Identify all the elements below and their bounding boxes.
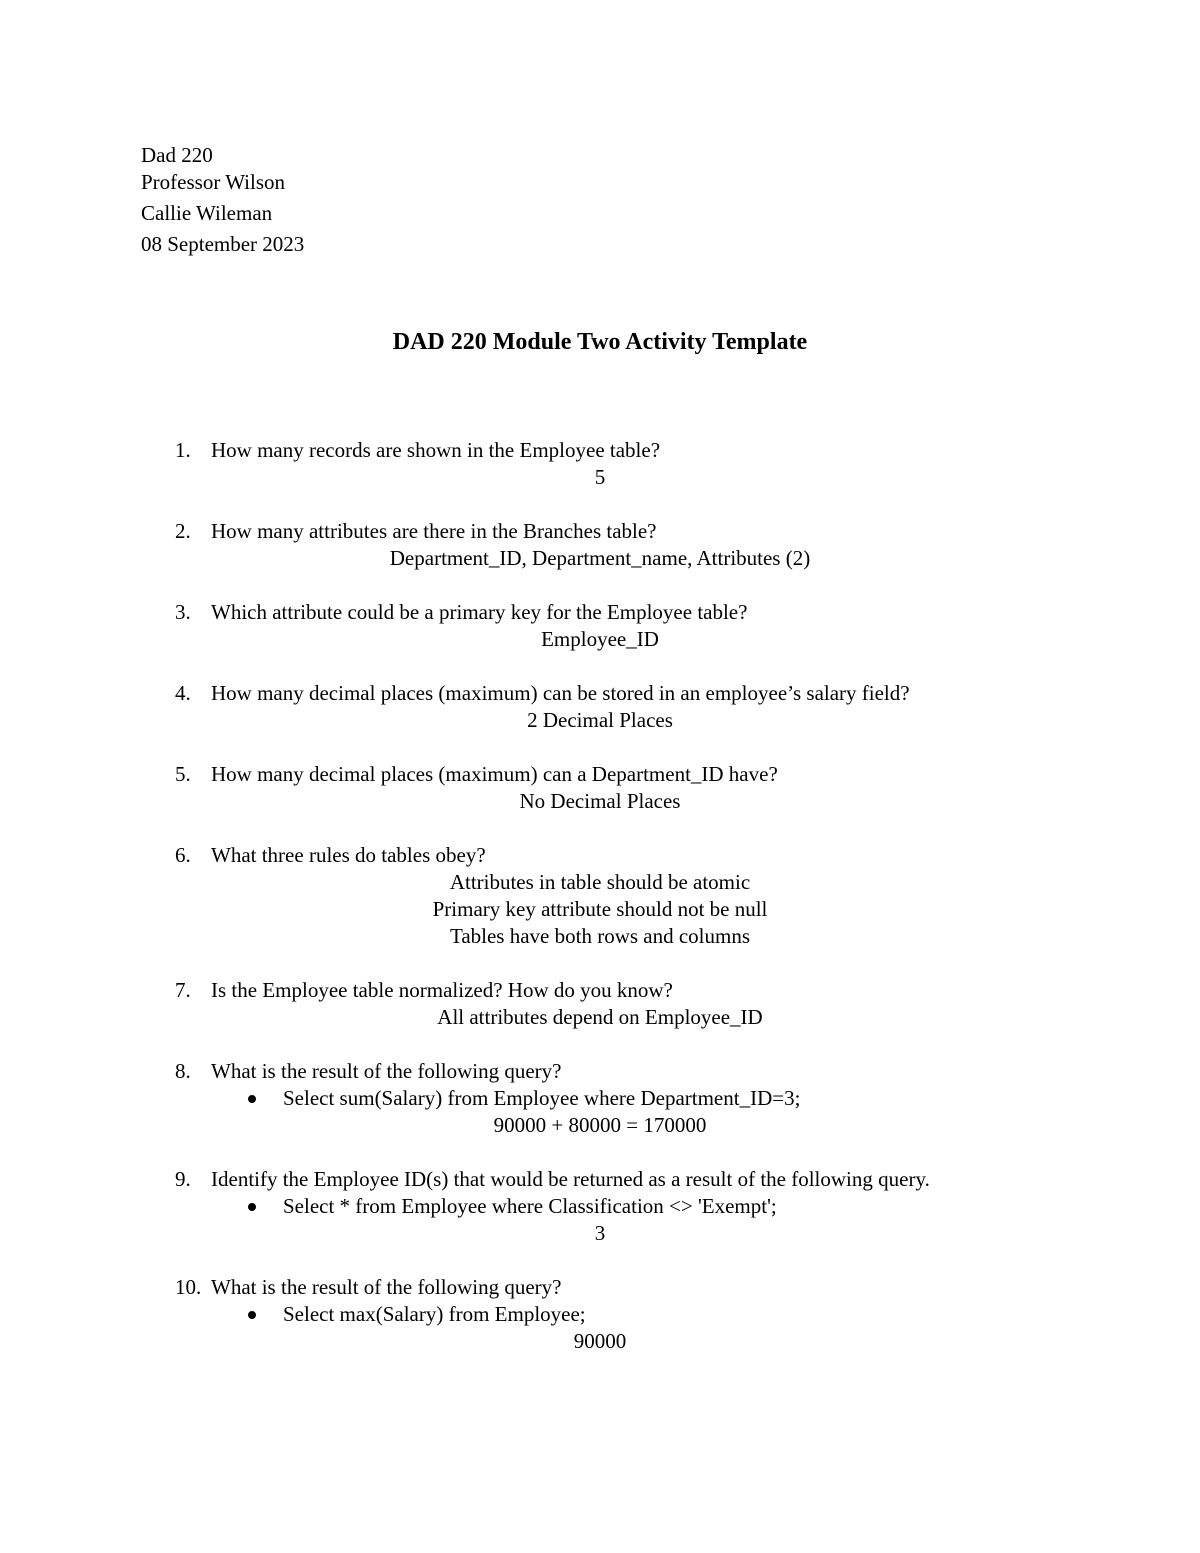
question-line <box>0 761 1200 788</box>
question-number: 7. <box>175 978 191 1002</box>
question-item <box>0 761 1200 815</box>
answer-text: No Decimal Places <box>519 789 681 813</box>
answer-text: Primary key attribute should not be null <box>432 897 768 921</box>
query-text: Select * from Employee where Classification <> 'Exempt'; <box>283 1194 777 1218</box>
question-text: Identify the Employee ID(s) that would be returned as a result of the following query. <box>211 1167 930 1191</box>
question-text: How many decimal places (maximum) can be stored in an employee’s salary field? <box>211 681 910 705</box>
professor-name: Professor Wilson <box>141 170 286 194</box>
question-text: Which attribute could be a primary key for the Employee table? <box>211 600 748 624</box>
question-line <box>0 1274 1200 1301</box>
bullet-icon <box>248 1203 256 1211</box>
question-text: How many records are shown in the Employee table? <box>211 438 661 462</box>
question-item <box>0 842 1200 950</box>
query-bullet <box>0 1301 1200 1328</box>
answer-text: Department_ID, Department_name, Attributes (2) <box>389 546 811 570</box>
question-number: 1. <box>175 438 191 462</box>
document-title: DAD 220 Module Two Activity Template <box>392 329 808 355</box>
bullet-icon <box>248 1095 256 1103</box>
question-line <box>0 680 1200 707</box>
question-line <box>0 842 1200 869</box>
question-number: 6. <box>175 843 191 867</box>
document-date: 08 September 2023 <box>141 232 305 256</box>
answer-text: Tables have both rows and columns <box>449 924 751 948</box>
question-text: How many decimal places (maximum) can a Department_ID have? <box>211 762 778 786</box>
answer-text: 2 Decimal Places <box>527 708 673 732</box>
question-line <box>0 1058 1200 1085</box>
question-number: 5. <box>175 762 191 786</box>
answer-text: 90000 <box>573 1329 627 1353</box>
question-text: How many attributes are there in the Branches table? <box>211 519 657 543</box>
question-text: What three rules do tables obey? <box>211 843 486 867</box>
question-item <box>0 599 1200 653</box>
question-number: 4. <box>175 681 191 705</box>
answer-text: Attributes in table should be atomic <box>449 870 751 894</box>
answer-text: 5 <box>594 465 606 489</box>
question-list <box>0 437 1200 1382</box>
question-line <box>0 437 1200 464</box>
question-item <box>0 680 1200 734</box>
question-item <box>0 1274 1200 1355</box>
answer-text: All attributes depend on Employee_ID <box>437 1005 763 1029</box>
question-item <box>0 1166 1200 1247</box>
question-line <box>0 977 1200 1004</box>
query-bullet <box>0 1193 1200 1220</box>
answer-text: Employee_ID <box>541 627 659 651</box>
course-name: Dad 220 <box>141 143 213 167</box>
question-number: 8. <box>175 1059 191 1083</box>
answer-text: 3 <box>594 1221 606 1245</box>
bullet-icon <box>248 1311 256 1319</box>
question-number: 2. <box>175 519 191 543</box>
question-item <box>0 1058 1200 1139</box>
question-number: 10. <box>175 1275 202 1299</box>
query-text: Select sum(Salary) from Employee where Department_ID=3; <box>283 1086 801 1110</box>
question-line <box>0 1166 1200 1193</box>
question-line <box>0 599 1200 626</box>
answer-text: 90000 + 80000 = 170000 <box>493 1113 707 1137</box>
question-text: Is the Employee table normalized? How do you know? <box>211 978 673 1002</box>
question-text: What is the result of the following query? <box>211 1059 562 1083</box>
document-header <box>141 142 304 258</box>
question-text: What is the result of the following query? <box>211 1275 562 1299</box>
question-item <box>0 437 1200 491</box>
query-bullet <box>0 1085 1200 1112</box>
query-text: Select max(Salary) from Employee; <box>283 1302 586 1326</box>
question-number: 9. <box>175 1167 191 1191</box>
question-line <box>0 518 1200 545</box>
student-name: Callie Wileman <box>141 201 273 225</box>
question-number: 3. <box>175 600 191 624</box>
question-item <box>0 518 1200 572</box>
question-item <box>0 977 1200 1031</box>
